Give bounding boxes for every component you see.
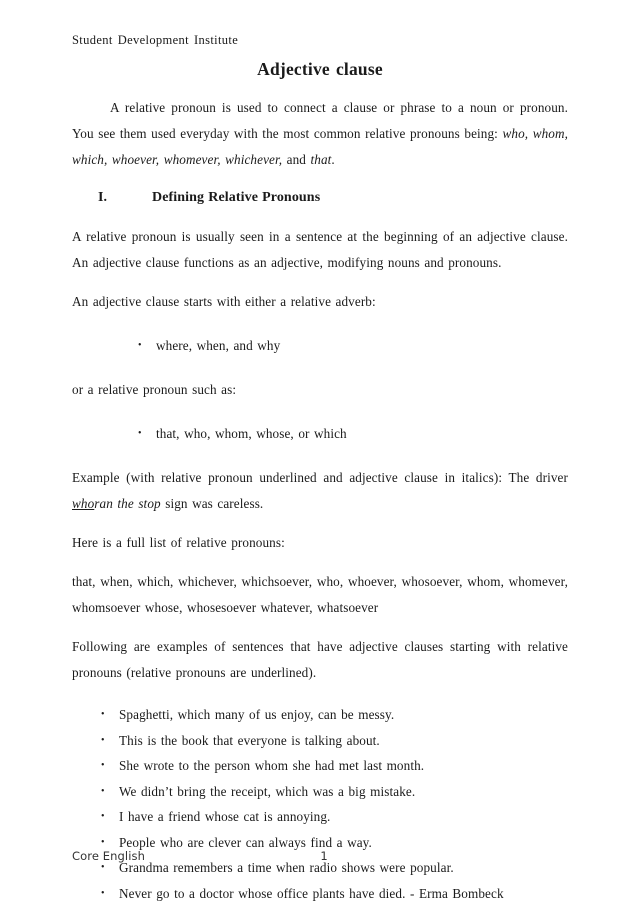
example-lead-text: Example (with relative pronoun underlined and adjective clause in italics): The driver bbox=[72, 470, 568, 486]
example-tail-text: sign was careless. bbox=[160, 496, 264, 512]
example-underlined-pronoun: who bbox=[72, 496, 95, 512]
bullet-icon: • bbox=[101, 862, 105, 874]
intro-pronouns-italic: who, whom, which, whoever, whomever, whichever, bbox=[72, 125, 568, 167]
list-item-label: Grandma remembers a time when radio shows were popular. bbox=[119, 860, 454, 876]
intro-text-part1: A relative pronoun is used to connect a clause or phrase to a noun or pronoun. You see them used everyday with the most common relative pronouns being: bbox=[72, 99, 568, 141]
bullet-icon: • bbox=[101, 887, 105, 899]
list-item-label: She wrote to the person whom she had met last month. bbox=[119, 758, 425, 774]
intro-text-part2: and bbox=[282, 151, 311, 167]
examples-lead-paragraph: Following are examples of sentences that have adjective clauses starting with relative pronouns (relative pronouns are underlined). bbox=[72, 639, 568, 681]
relative-pronoun-list bbox=[72, 421, 568, 447]
example-paragraph bbox=[72, 465, 568, 517]
list-item-label: People who are clever can always find a way. bbox=[119, 834, 372, 850]
list-item bbox=[101, 702, 568, 728]
list-item bbox=[101, 728, 568, 754]
intro-text-part3: . bbox=[331, 151, 335, 167]
list-item bbox=[101, 753, 568, 779]
bullet-icon: • bbox=[138, 428, 142, 440]
document-body bbox=[72, 33, 568, 906]
list-item-label: where, when, and why bbox=[156, 338, 281, 354]
section1-paragraph-3: or a relative pronoun such as: bbox=[72, 382, 237, 398]
section-heading-text: Defining Relative Pronouns bbox=[152, 189, 321, 205]
full-list-lead: Here is a full list of relative pronouns: bbox=[72, 535, 285, 551]
bullet-icon: • bbox=[101, 734, 105, 746]
list-item-label: This is the book that everyone is talking about. bbox=[119, 732, 380, 748]
list-item-label: that, who, whom, whose, or which bbox=[156, 426, 347, 442]
footer-page-number: 1 bbox=[320, 849, 328, 863]
bullet-icon: • bbox=[101, 836, 105, 848]
intro-last-italic: that bbox=[310, 151, 332, 167]
bullet-icon: • bbox=[101, 709, 105, 721]
relative-adverb-list bbox=[72, 333, 568, 359]
section-heading-defining-relative-pronouns bbox=[72, 189, 568, 207]
list-item-label: We didn’t bring the receipt, which was a big mistake. bbox=[119, 783, 416, 799]
full-pronoun-list: that, when, which, whichever, whichsoever, who, whoever, whosoever, whom, whomever, whomsoever whose, whosesoever whatever, whatsoever bbox=[72, 574, 568, 616]
list-item bbox=[138, 421, 568, 447]
section-numeral: I. bbox=[98, 189, 108, 205]
list-item-label: I have a friend whose cat is annoying. bbox=[119, 809, 331, 825]
list-item-label: Never go to a doctor whose office plants have died. - Erma Bombeck bbox=[119, 885, 504, 901]
intro-paragraph bbox=[72, 95, 568, 173]
list-item bbox=[101, 804, 568, 830]
list-item bbox=[138, 333, 568, 359]
page-title: Adjective clause bbox=[257, 59, 383, 79]
section1-paragraph-2: An adjective clause starts with either a relative adverb: bbox=[72, 294, 376, 310]
bullet-icon: • bbox=[101, 811, 105, 823]
example-italic-clause: ran the stop bbox=[94, 496, 161, 512]
list-item-label: Spaghetti, which many of us enjoy, can be messy. bbox=[119, 707, 395, 723]
footer-course-label: Core English bbox=[72, 849, 145, 863]
list-item bbox=[101, 881, 568, 907]
organization-header: Student Development Institute bbox=[72, 33, 239, 47]
bullet-icon: • bbox=[101, 785, 105, 797]
example-sentence-list bbox=[72, 702, 568, 906]
bullet-icon: • bbox=[138, 340, 142, 352]
list-item bbox=[101, 779, 568, 805]
bullet-icon: • bbox=[101, 760, 105, 772]
section1-paragraph-1: A relative pronoun is usually seen in a sentence at the beginning of an adjective clause. An adjective clause functions as an adjective, modifying nouns and pronouns. bbox=[72, 229, 568, 271]
